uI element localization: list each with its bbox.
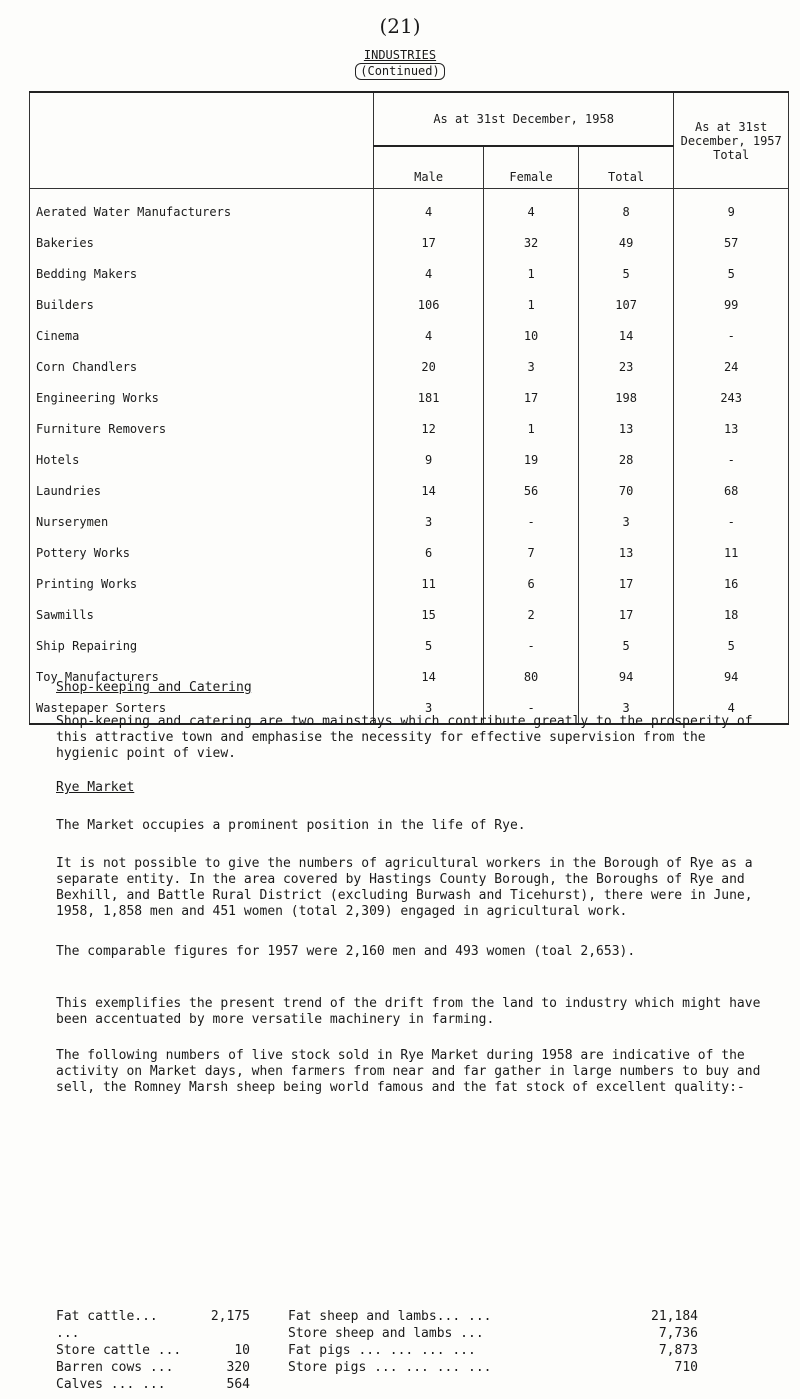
market-paragraph-1: The Market occupies a prominent position in the life of Rye. [56,818,526,833]
table-row [30,506,789,537]
male-cell: 14 [373,661,483,692]
group-header: As at 31st December, 1958 [373,92,673,146]
table-corner [30,92,374,189]
table-row [30,630,789,661]
female-cell: 32 [484,227,579,258]
livestock-value: 21,184 [651,1309,698,1324]
table-row [30,289,789,320]
table-row [30,568,789,599]
prev-total-cell: 68 [674,475,789,506]
table-row [30,444,789,475]
industry-name: Nurserymen [30,506,374,537]
prev-total-cell: 4 [674,692,789,724]
table-row [30,475,789,506]
livestock-value: 710 [674,1360,698,1375]
industry-name: Cinema [30,320,374,351]
prev-total-cell: - [674,444,789,475]
male-cell: 4 [373,320,483,351]
prev-total-cell: 9 [674,189,789,228]
female-cell: 1 [484,258,579,289]
industry-name: Pottery Works [30,537,374,568]
total-cell: 5 [578,630,674,661]
livestock-item [288,1308,698,1325]
livestock-name: Store pigs ... ... ... ... [288,1360,492,1375]
total-cell: 49 [578,227,674,258]
total-cell: 28 [578,444,674,475]
market-heading: Rye Market [56,780,135,795]
livestock-value: 10 [234,1343,250,1358]
market-paragraph-4: This exemplifies the present trend of the drift from the land to industry which might have been accentuated by more versatile machinery in farming. [56,996,761,1027]
industry-name: Laundries [30,475,374,506]
table-row [30,189,789,228]
market-paragraph-5: The following numbers of live stock sold in Rye Market during 1958 are indicative of the activity on Market days, when farmers from near and far gather in large numbers to buy and sell, the Romney Marsh sheep being world famous and the fat stock of excellent quality:- [56,1048,761,1095]
female-cell: 56 [484,475,579,506]
heading-title: INDUSTRIES [363,48,437,62]
table-row [30,320,789,351]
male-cell: 20 [373,351,483,382]
total-cell: 17 [578,599,674,630]
industry-name: Builders [30,289,374,320]
table-row [30,413,789,444]
industry-name: Bedding Makers [30,258,374,289]
total-cell: 198 [578,382,674,413]
prev-total-cell: - [674,506,789,537]
total-cell: 17 [578,568,674,599]
livestock-name: Fat cattle... ... [56,1309,158,1341]
table-row [30,258,789,289]
livestock-left-column [56,1308,250,1393]
female-cell: 80 [484,661,579,692]
livestock-item [56,1359,250,1376]
female-cell: - [484,506,579,537]
male-header: Male [373,146,483,189]
male-cell: 5 [373,630,483,661]
female-cell: 3 [484,351,579,382]
prev-total-cell: 18 [674,599,789,630]
industry-name: Aerated Water Manufacturers [30,189,374,228]
prev-total-cell: 5 [674,630,789,661]
section-heading [0,48,800,80]
livestock-item [56,1376,250,1393]
livestock-name: Calves ... ... [56,1377,166,1392]
total-cell: 3 [578,506,674,537]
table-row [30,382,789,413]
total-cell: 107 [578,289,674,320]
prev-total-cell: 13 [674,413,789,444]
livestock-name: Store sheep and lambs ... [288,1326,484,1341]
prev-total-cell: 5 [674,258,789,289]
table-row [30,351,789,382]
male-cell: 4 [373,189,483,228]
male-cell: 15 [373,599,483,630]
livestock-right-column [288,1308,698,1376]
female-cell: 6 [484,568,579,599]
male-cell: 6 [373,537,483,568]
table-body [30,189,789,725]
livestock-item [56,1342,250,1359]
female-cell: 17 [484,382,579,413]
total-header: Total [578,146,674,189]
male-cell: 11 [373,568,483,599]
prev-total-cell: 243 [674,382,789,413]
livestock-value: 320 [226,1360,250,1375]
industry-name: Toy Manufacturers [30,661,374,692]
prev-total-cell: 16 [674,568,789,599]
male-cell: 3 [373,692,483,724]
industry-name: Printing Works [30,568,374,599]
total-cell: 3 [578,692,674,724]
male-cell: 106 [373,289,483,320]
industry-name: Engineering Works [30,382,374,413]
total-cell: 23 [578,351,674,382]
total-cell: 14 [578,320,674,351]
livestock-item [56,1308,250,1342]
male-cell: 14 [373,475,483,506]
prev-total-cell: 99 [674,289,789,320]
industry-name: Furniture Removers [30,413,374,444]
prev-year-header: As at 31st December, 1957 Total [674,92,789,189]
livestock-value: 7,873 [658,1343,698,1358]
male-cell: 17 [373,227,483,258]
female-cell: 19 [484,444,579,475]
female-cell: 1 [484,413,579,444]
livestock-value: 564 [226,1377,250,1392]
prev-total-cell: 57 [674,227,789,258]
market-paragraph-2: It is not possible to give the numbers of agricultural workers in the Borough of Rye as a separate entity. In the area covered by Hastings County Borough, the Boroughs of Rye and Bexhill, and Battle Rural District (excluding Burwash and Ticehurst), there were in June, 1958, 1,858 men and 451 women (total 2,309) engaged in agricultural work. [56,856,753,919]
male-cell: 9 [373,444,483,475]
female-cell: - [484,630,579,661]
female-cell: 4 [484,189,579,228]
total-cell: 5 [578,258,674,289]
livestock-name: Fat pigs ... ... ... ... [288,1343,476,1358]
female-header: Female [484,146,579,189]
industry-name: Bakeries [30,227,374,258]
table-row [30,537,789,568]
prev-total-cell: 94 [674,661,789,692]
male-cell: 4 [373,258,483,289]
market-paragraph-3: The comparable figures for 1957 were 2,160 men and 493 women (toal 2,653). [56,944,636,959]
male-cell: 181 [373,382,483,413]
industry-name: Ship Repairing [30,630,374,661]
total-cell: 70 [578,475,674,506]
industries-table [29,91,789,725]
female-cell: 1 [484,289,579,320]
prev-total-cell: 24 [674,351,789,382]
female-cell: - [484,692,579,724]
table-row [30,599,789,630]
page-number: (21) [379,14,421,38]
livestock-name: Store cattle ... [56,1343,182,1358]
livestock-value: 7,736 [658,1326,698,1341]
total-cell: 13 [578,537,674,568]
male-cell: 3 [373,506,483,537]
male-cell: 12 [373,413,483,444]
heading-subtitle: (Continued) [355,63,444,80]
total-cell: 94 [578,661,674,692]
livestock-name: Barren cows ... [56,1360,174,1375]
table-row [30,227,789,258]
total-cell: 8 [578,189,674,228]
industry-name: Hotels [30,444,374,475]
shop-paragraph: Shop-keeping and catering are two mainstays which contribute greatly to the prosperity of this attractive town and emphasise the necessity for effective supervision from the hygienic point of view. [56,714,753,761]
female-cell: 7 [484,537,579,568]
livestock-item [288,1342,698,1359]
livestock-item [288,1325,698,1342]
livestock-value: 2,175 [210,1309,250,1324]
livestock-item [288,1359,698,1376]
industry-name: Sawmills [30,599,374,630]
total-cell: 13 [578,413,674,444]
prev-total-cell: - [674,320,789,351]
industry-name: Corn Chandlers [30,351,374,382]
prev-total-cell: 11 [674,537,789,568]
female-cell: 10 [484,320,579,351]
shop-heading: Shop-keeping and Catering [56,680,252,695]
female-cell: 2 [484,599,579,630]
industry-name: Wastepaper Sorters [30,692,374,724]
livestock-name: Fat sheep and lambs... ... [288,1309,492,1324]
